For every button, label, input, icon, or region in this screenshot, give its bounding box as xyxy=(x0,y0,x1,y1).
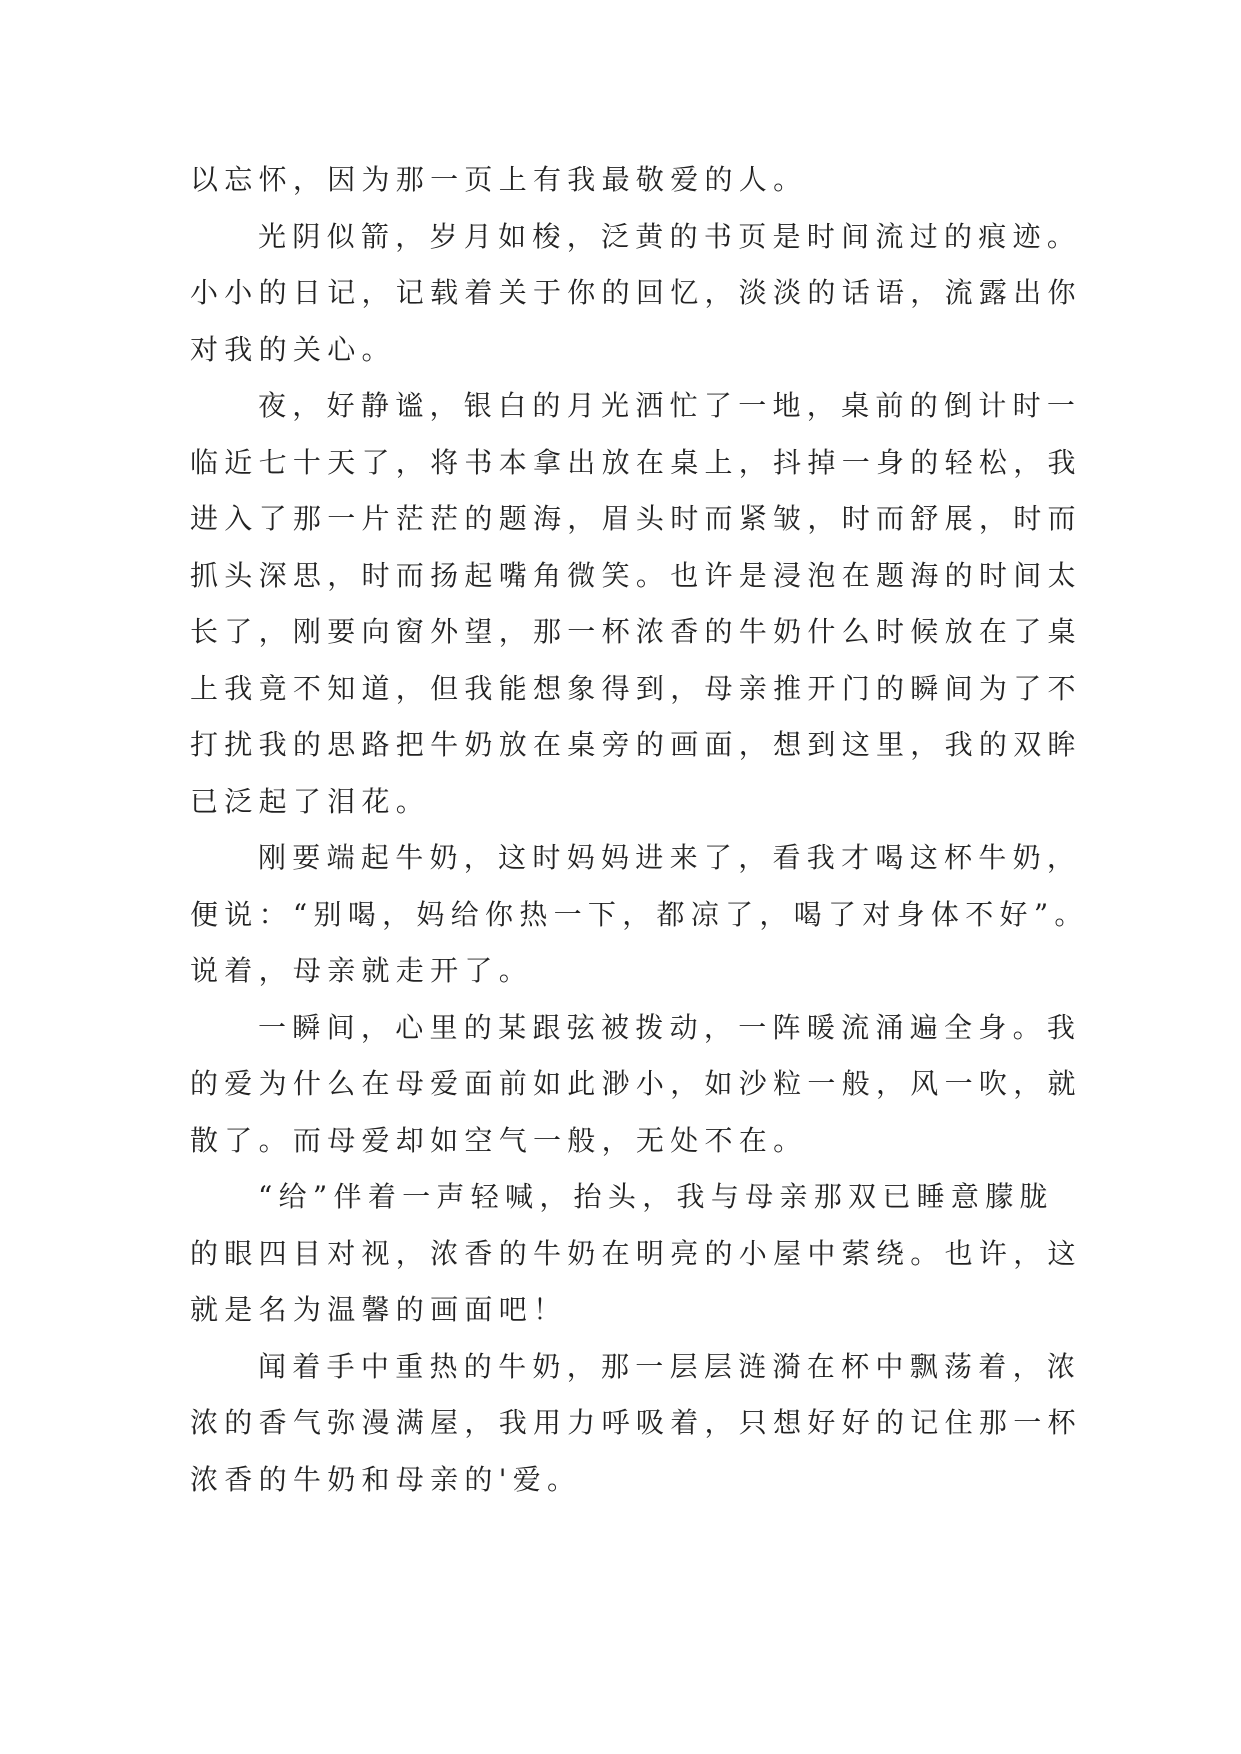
article-body xyxy=(190,152,1089,1508)
text-line: 打扰我的思路把牛奶放在桌旁的画面，想到这里，我的双眸 xyxy=(190,728,1082,761)
text-line: 的爱为什么在母爱面前如此渺小，如沙粒一般，风一吹，就 xyxy=(190,1067,1082,1100)
text-line: 对我的关心。 xyxy=(190,332,396,366)
text-line: 光阴似箭，岁月如梭，泛黄的书页是时间流过的痕迹。 xyxy=(258,219,1082,253)
text-line: 夜，好静谧，银白的月光洒忙了一地，桌前的倒计时一 xyxy=(258,389,1082,422)
text-line: 便说：“别喝，妈给你热一下，都凉了，喝了对身体不好”。 xyxy=(190,897,1089,931)
text-line: 已泛起了泪花。 xyxy=(190,784,431,818)
text-line: 以忘怀，因为那一页上有我最敬爱的人。 xyxy=(190,163,808,196)
text-line: 临近七十天了，将书本拿出放在桌上，抖掉一身的轻松，我 xyxy=(190,445,1082,479)
text-line: 闻着手中重热的牛奶，那一层层涟漪在杯中飘荡着，浓 xyxy=(258,1349,1082,1383)
text-line: 小小的日记，记载着关于你的回忆，淡淡的话语，流露出你 xyxy=(190,276,1082,309)
text-line: 上我竟不知道，但我能想象得到，母亲推开门的瞬间为了不 xyxy=(190,671,1082,705)
text-line: 浓香的牛奶和母亲的'爱。 xyxy=(190,1462,582,1496)
text-line: 散了。而母爱却如空气一般，无处不在。 xyxy=(190,1123,808,1157)
text-line: 浓的香气弥漫满屋，我用力呼吸着，只想好好的记住那一杯 xyxy=(190,1406,1082,1439)
text-line: 长了，刚要向窗外望，那一杯浓香的牛奶什么时候放在了桌 xyxy=(190,615,1082,648)
text-line: 就是名为温馨的画面吧！ xyxy=(190,1293,568,1326)
text-line: 进入了那一片茫茫的题海，眉头时而紧皱，时而舒展，时而 xyxy=(190,502,1082,535)
text-line: 一瞬间，心里的某跟弦被拨动，一阵暖流涌遍全身。我 xyxy=(258,1010,1082,1044)
text-line: “给”伴着一声轻喊，抬头，我与母亲那双已睡意朦胧 xyxy=(258,1180,1054,1213)
text-line: 的眼四目对视，浓香的牛奶在明亮的小屋中萦绕。也许，这 xyxy=(190,1236,1082,1270)
text-line: 抓头深思，时而扬起嘴角微笑。也许是浸泡在题海的时间太 xyxy=(190,558,1082,592)
text-line: 说着，母亲就走开了。 xyxy=(190,954,534,987)
text-line: 刚要端起牛奶，这时妈妈进来了，看我才喝这杯牛奶， xyxy=(258,841,1082,874)
